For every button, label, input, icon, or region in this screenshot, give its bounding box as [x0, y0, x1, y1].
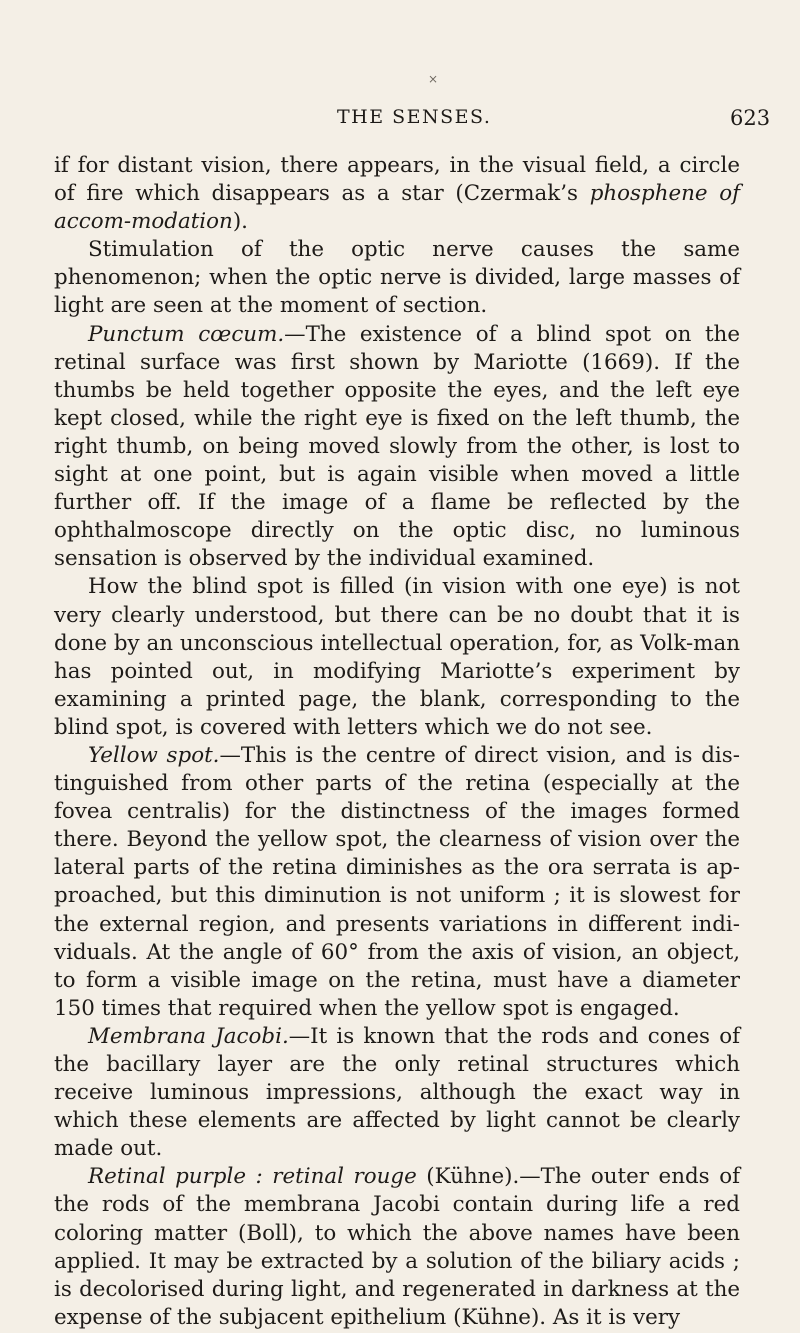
yellow-spot-heading: Yellow spot.	[88, 742, 220, 768]
yellow-spot-paragraph	[54, 742, 740, 1023]
running-title: THE SENSES.	[337, 106, 492, 128]
paragraph-continuation-text: if for distant vision, there appears, in the visual field, a circle of fire which disappears as a star (Czermak’s	[54, 153, 740, 207]
blind-spot-paragraph: How the blind spot is filled (in vision with one eye) is not very clearly understood, but there can be no doubt that it is done by an unconscious intellectual operation, for, as Volk-man has pointed out, in modifying Mariotte’s experiment by examining a printed page, the blank, corresponding to the blind spot, is covered with letters which we do not see.	[54, 574, 740, 740]
membrana-jacobi-heading: Membrana Jacobi.	[88, 1023, 289, 1049]
retinal-purple-text: (Kühne).—The outer ends of the rods of the membrana Jacobi contain during life a red coloring matter (Boll), to which the above names have been applied. It may be extracted by a solution of the biliary acids ; is decolorised during light, and regenerated in darkness at the expense of the subjacent epithelium (Kühne). As it is very	[54, 1164, 740, 1330]
yellow-spot-text: —This is the centre of direct vision, and is dis-tinguished from other parts of the retina (especially at the fovea centralis) for the distinctness of the images formed there. Beyond the yellow spot, the clearness of vision over the lateral parts of the retina diminishes as the ora serrata is ap-proached, but this diminution is not uniform ; it is slowest for the external region, and presents variations in different indi-viduals. At the angle of 60° from the axis of vision, an object, to form a visible image on the retina, must have a diameter 150 times that required when the yellow spot is engaged.	[54, 742, 740, 1021]
paragraph-continuation	[54, 152, 740, 236]
paragraph-continuation-end: ).	[232, 209, 248, 235]
punctum-coecum-heading: Punctum cœcum.	[88, 321, 285, 347]
optic-nerve-paragraph: Stimulation of the optic nerve causes the same phenomenon; when the optic nerve is divided, large masses of light are seen at the moment of section.	[54, 237, 740, 319]
page-mark: ×	[428, 72, 439, 86]
running-header	[0, 106, 800, 136]
punctum-coecum-text: —The existence of a blind spot on the retinal surface was first shown by Mariotte (1669). If the thumbs be held together opposite the eyes, and the left eye kept closed, while the right eye is fixed on the left thumb, the right thumb, on being moved slowly from the other, is lost to sight at one point, but is again visible when moved a little further off. If the image of a flame be reflected by the ophthalmoscope directly on the optic disc, no luminous sensation is observed by the individual examined.	[54, 321, 740, 572]
phosphene-term: phosphene of accom-modation	[54, 181, 741, 235]
membrana-jacobi-paragraph	[54, 1023, 740, 1163]
body-text	[54, 152, 740, 1332]
page-number: 623	[730, 106, 771, 130]
membrana-jacobi-text: —It is known that the rods and cones of the bacillary layer are the only retinal structures which receive luminous impressions, although the exact way in which these elements are affected by light cannot be clearly made out.	[54, 1023, 740, 1162]
retinal-purple-heading: Retinal purple : retinal rouge	[88, 1164, 417, 1190]
punctum-coecum-paragraph	[54, 321, 740, 574]
retinal-purple-paragraph	[54, 1163, 740, 1332]
